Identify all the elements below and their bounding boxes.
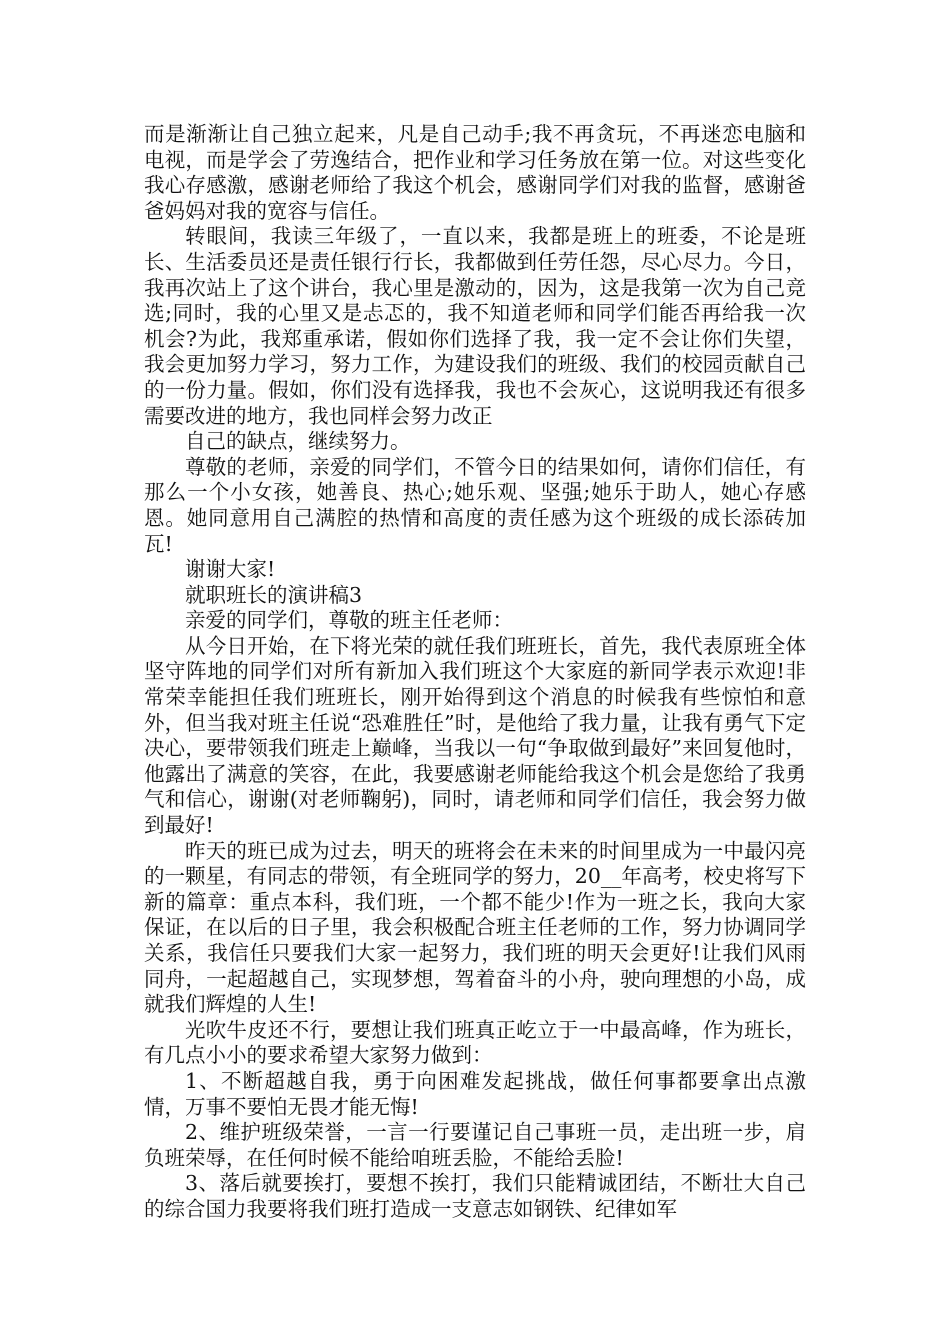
paragraph: 从今日开始，在下将光荣的就任我们班班长，首先，我代表原班全体坚守阵地的同学们对所有新加入我们班这个大家庭的新同学表示欢迎!非常荣幸能担任我们班班长，刚开始得到这个消息的时候我有些惊怕和意外，但当我对班主任说“恐难胜任”时，是他给了我力量，让我有勇气下定决心，要带领我们班走上巅峰，当我以一句“争取做到最好”来回复他时，他露出了满意的笑容，在此，我要感谢老师能给我这个机会是您给了我勇气和信心，谢谢(对老师鞠躬)，同时，请老师和同学们信任，我会努力做到最好! (144, 633, 806, 838)
document-body (144, 122, 806, 1223)
list-item: 2、维护班级荣誉，一言一行要谨记自己事班一员，走出班一步，肩负班荣辱，在任何时候不能给咱班丢脸，不能给丢脸! (144, 1120, 806, 1170)
paragraph: 尊敬的老师，亲爱的同学们，不管今日的结果如何，请你们信任，有那么一个小女孩，她善良、热心;她乐观、坚强;她乐于助人，她心存感恩。她同意用自己满腔的热情和高度的责任感为这个班级的成长添砖加瓦! (144, 454, 806, 556)
paragraph: 转眼间，我读三年级了，一直以来，我都是班上的班委，不论是班长、生活委员还是责任银行行长，我都做到任劳任怨，尽心尽力。今日，我再次站上了这个讲台，我心里是激动的，因为，这是我第一次为自己竞选;同时，我的心里又是忐忑的，我不知道老师和同学们能否再给我一次机会?为此，我郑重承诺，假如你们选择了我，我一定不会让你们失望，我会更加努力学习，努力工作，为建设我们的班级、我们的校园贡献自己的一份力量。假如，你们没有选择我，我也不会灰心，这说明我还有很多需要改进的地方，我也同样会努力改正 (144, 224, 806, 428)
paragraph: 昨天的班已成为过去，明天的班将会在未来的时间里成为一中最闪亮的一颗星，有同志的带领，有全班同学的努力，20__年高考，校史将写下新的篇章：重点本科，我们班，一个都不能少!作为一班之长，我向大家保证，在以后的日子里，我会积极配合班主任老师的工作，努力协调同学关系，我信任只要我们大家一起努力，我们班的明天会更好!让我们风雨同舟，一起超越自己，实现梦想，驾着奋斗的小舟，驶向理想的小岛，成就我们辉煌的人生! (144, 838, 806, 1017)
paragraph: 谢谢大家! (185, 557, 276, 582)
salutation: 亲爱的同学们，尊敬的班主任老师： (185, 608, 513, 633)
section-title: 就职班长的演讲稿3 (185, 582, 363, 607)
list-item: 1、不断超越自我，勇于向困难发起挑战，做任何事都要拿出点激情，万事不要怕无畏才能无悔! (144, 1068, 806, 1119)
paragraph: 光吹牛皮还不行，要想让我们班真正屹立于一中最高峰，作为班长，有几点小小的要求希望大家努力做到： (144, 1017, 806, 1068)
list-item: 3、落后就要挨打，要想不挨打，我们只能精诚团结，不断壮大自己的综合国力我要将我们班打造成一支意志如钢铁、纪律如军 (144, 1171, 806, 1221)
paragraph: 自己的缺点，继续努力。 (185, 429, 411, 454)
paragraph: 而是渐渐让自己独立起来，凡是自己动手;我不再贪玩，不再迷恋电脑和电视，而是学会了劳逸结合，把作业和学习任务放在第一位。对这些变化我心存感激，感谢老师给了我这个机会，感谢同学们对我的监督，感谢爸爸妈妈对我的宽容与信任。 (144, 122, 806, 223)
